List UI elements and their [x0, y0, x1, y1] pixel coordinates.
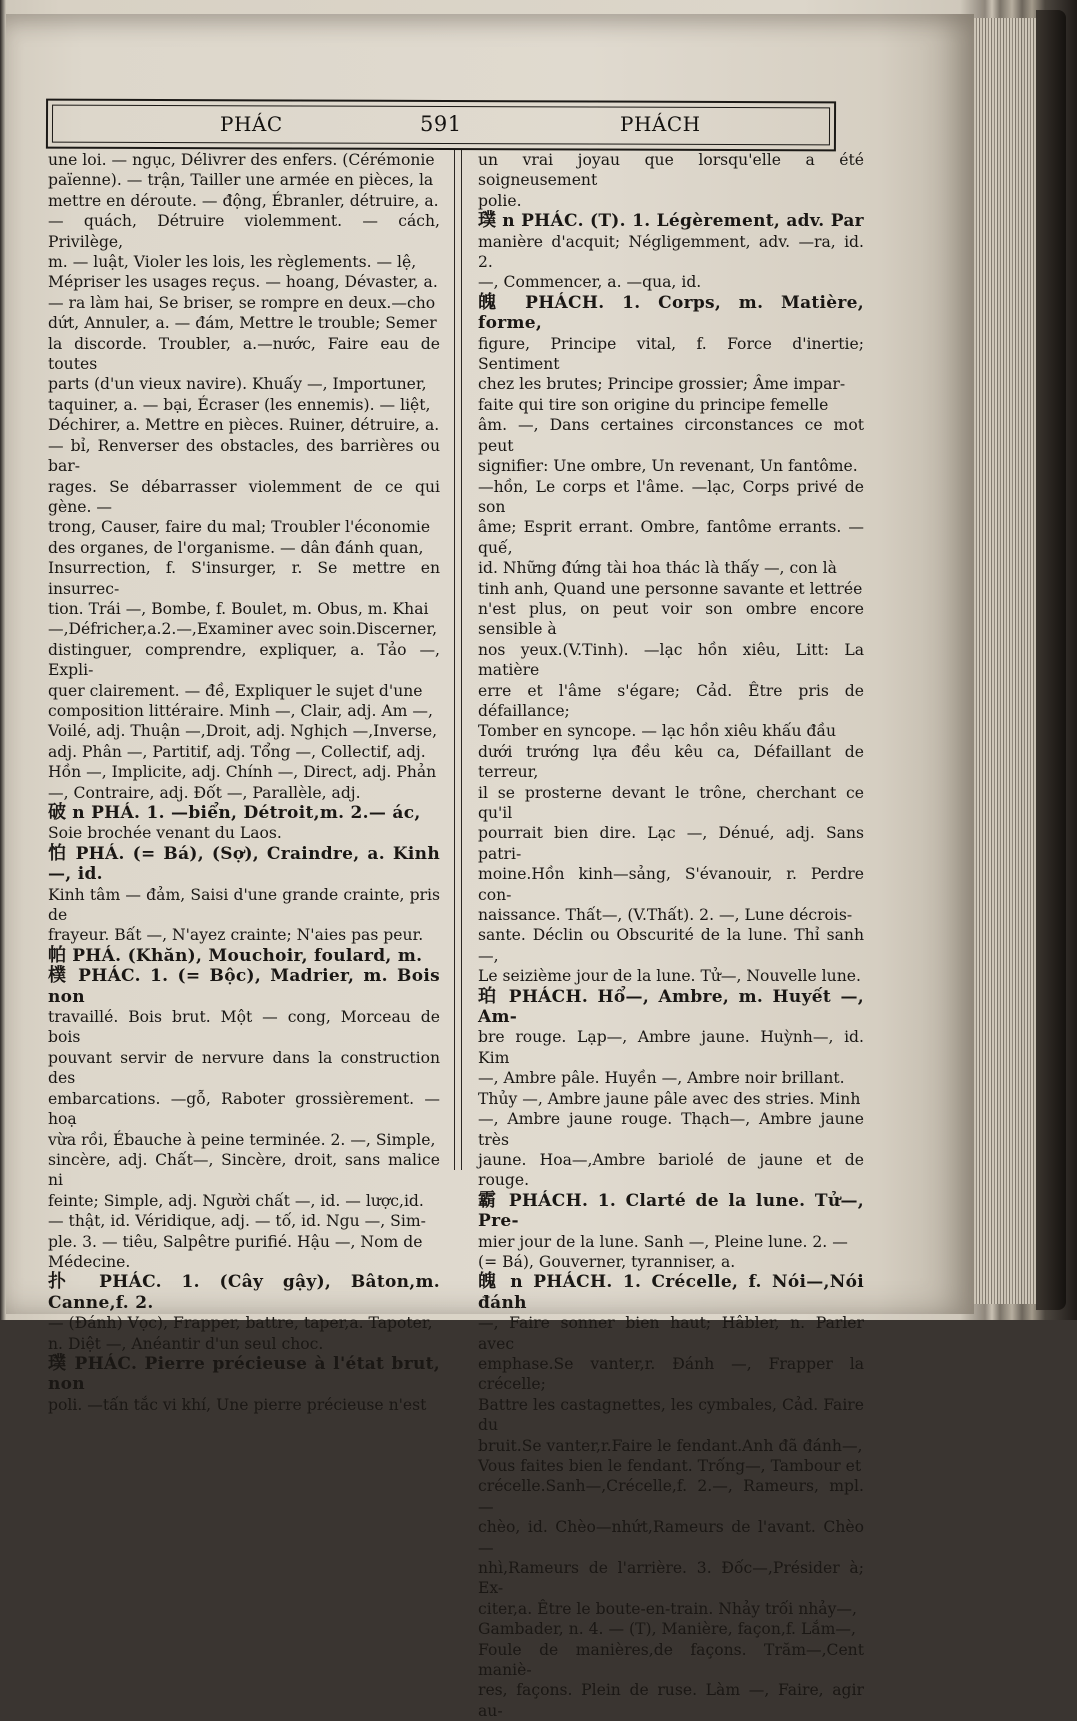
- text-line: trong, Causer, faire du mal; Troubler l'économie: [48, 518, 431, 537]
- text-line: Foule de manières,de façons. Trăm—,Cent maniè-: [478, 1640, 864, 1680]
- text-line: dứt, Annuler, a. — đám, Mettre le trouble; Semer: [48, 314, 437, 333]
- text-line: moine.Hồn kinh—sảng, S'évanouir, r. Perdre con-: [478, 865, 864, 904]
- dictionary-entry: [48, 946, 440, 966]
- dictionary-entry: [48, 966, 440, 1272]
- text-line: polie.: [478, 191, 522, 210]
- text-line: Vous faites bien le fendant. Trống—, Tambour et: [478, 1457, 862, 1475]
- dictionary-entry: [48, 803, 440, 844]
- text-line: crécelle.Sanh—,Crécelle,f. 2.—, Rameurs, mpl. —: [478, 1477, 864, 1516]
- headword-text: PHÁC. 1. (= Bộc), Madrier, m. Bois non: [48, 966, 440, 1007]
- entry-headline: [48, 946, 440, 966]
- text-line: manière d'acquit; Négligemment, adv. —ra, id. 2.: [478, 232, 864, 272]
- page-number: 591: [420, 112, 462, 136]
- text-line: —, Faire sonner bien haut; Hâbler, n. Parler avec: [478, 1314, 864, 1353]
- text-line: Thủy —, Ambre jaune pâle avec des stries. Minh: [478, 1089, 861, 1108]
- text-line: païenne). — trận, Tailler une armée en pièces, la: [48, 171, 434, 190]
- headword-text: PHÁCH. 1. Clarté de la lune. Tử—, Pre-: [478, 1190, 864, 1232]
- text-line: —,Défricher,a.2.—,Examiner avec soin.Discerner,: [48, 620, 438, 639]
- chinese-character: 樸: [48, 965, 69, 987]
- header-right-word: PHÁCH: [620, 112, 701, 136]
- chinese-character: 魄: [478, 1271, 501, 1293]
- text-line: quer clairement. — đề, Expliquer le sujet d'une: [48, 681, 423, 700]
- text-line: Insurrection, f. S'insurger, r. Se mettre en insurrec-: [48, 559, 440, 598]
- text-line: res, façons. Plein de ruse. Làm —, Faire, agir au-: [478, 1681, 864, 1720]
- entry-headline: [478, 987, 864, 1028]
- text-line: signifier: Une ombre, Un revenant, Un fantôme.: [478, 457, 858, 476]
- dictionary-entry: [478, 211, 864, 293]
- text-line: erre et l'âme s'égare; Cảd. Être pris de défaillance;: [478, 681, 864, 720]
- text-line: —, Ambre pâle. Huyền —, Ambre noir brillant.: [478, 1069, 845, 1088]
- text-line: —, Commencer, a. —qua, id.: [478, 273, 702, 292]
- dictionary-entry: [478, 293, 864, 987]
- text-line: embarcations. —gỗ, Raboter grossièrement. —hoạ: [48, 1089, 440, 1129]
- text-line: —hồn, Le corps et l'âme. —lạc, Corps privé de son: [478, 477, 864, 516]
- text-line: chèo, id. Chèo—nhứt,Rameurs de l'avant. Chèo —: [478, 1518, 864, 1557]
- chinese-character: 璞: [478, 210, 496, 232]
- text-line: adj. Phân —, Partitif, adj. Tổng —, Collectif, adj.: [48, 742, 426, 761]
- text-line: m. — luật, Violer les lois, les règlements. — lệ,: [48, 253, 417, 272]
- text-line: naissance. Thất—, (V.Thất). 2. —, Lune décrois-: [478, 906, 853, 925]
- dictionary-entry: [478, 1272, 864, 1721]
- dictionary-entry: [478, 1191, 864, 1273]
- continuation-text: [478, 150, 864, 211]
- text-line: jaune. Hoa—,Ambre bariolé de jaune et de rouge.: [478, 1150, 864, 1190]
- text-line: composition littéraire. Minh —, Clair, adj. Am —,: [48, 701, 433, 720]
- entry-headline: [478, 293, 864, 334]
- text-line: chez les brutes; Principe grossier; Âme impar-: [478, 375, 846, 394]
- text-line: Médecine.: [48, 1252, 131, 1271]
- page-edges: [974, 18, 1036, 1304]
- chinese-character: 珀: [478, 985, 500, 1007]
- text-line: pouvant servir de nervure dans la construction des: [48, 1048, 440, 1088]
- entry-headline: [48, 1272, 440, 1313]
- headword-text: PHÁCH. Hổ—, Ambre, m. Huyết —, Am-: [478, 986, 865, 1028]
- text-line: sincère, adj. Chất—, Sincère, droit, sans malice ni: [48, 1150, 440, 1190]
- text-line: feinte; Simple, adj. Người chất —, id. — lược,id.: [48, 1191, 424, 1210]
- text-line: Kinh tâm — đảm, Saisi d'une grande crainte, pris de: [48, 885, 440, 925]
- text-line: —, Ambre jaune rouge. Thạch—, Ambre jaune très: [478, 1110, 864, 1149]
- text-line: citer,a. Être le boute-en-train. Nhảy trối nhảy—,: [478, 1599, 857, 1618]
- text-line: n. Diệt —, Anéantir d'un seul choc.: [48, 1334, 324, 1353]
- entry-headline: [48, 1354, 440, 1395]
- text-line: Battre les castagnettes, les cymbales, Cảd. Faire du: [478, 1395, 864, 1435]
- text-line: tinh anh, Quand une personne savante et lettrée: [478, 579, 863, 598]
- text-line: tion. Trái —, Bombe, f. Boulet, m. Obus, m. Khai: [48, 599, 429, 618]
- entry-headline: [48, 966, 440, 1007]
- text-line: des organes, de l'organisme. — dân đánh quan,: [48, 538, 424, 557]
- text-line: — bỉ, Renverser des obstacles, des barrières ou bar-: [48, 436, 440, 476]
- text-line: un vrai joyau que lorsqu'elle a été soigneusement: [478, 151, 864, 190]
- chinese-character: 帕: [48, 944, 66, 966]
- text-line: âme; Esprit errant. Ombre, fantôme errants. —quế,: [478, 518, 864, 557]
- dictionary-entry: [48, 844, 440, 946]
- dictionary-entry: [478, 987, 864, 1191]
- text-line: id. Những đứng tài hoa thác là thấy —, con là: [478, 559, 837, 578]
- headword-text: PHÁ. (Khăn), Mouchoir, foulard, m.: [66, 945, 423, 966]
- text-line: taquiner, a. — bại, Écraser (les ennemis). — liệt,: [48, 395, 431, 414]
- left-column: [48, 150, 440, 1415]
- entry-headline: [478, 1272, 864, 1313]
- text-line: parts (d'un vieux navire). Khuấy —, Importuner,: [48, 375, 427, 394]
- text-line: sante. Déclin ou Obscurité de la lune. Thỉ sanh —,: [478, 926, 864, 965]
- headword-text: n PHÁ. 1. —biển, Détroit,m. 2.— ác,: [66, 803, 421, 823]
- headword-text: PHÁCH. 1. Corps, m. Matière, forme,: [478, 292, 865, 334]
- text-line: ple. 3. — tiêu, Salpêtre purifié. Hậu —, Nom de: [48, 1232, 423, 1251]
- text-line: faite qui tire son origine du principe femelle: [478, 395, 829, 414]
- text-line: — thật, id. Véridique, adj. — tố, id. Ngu —, Sim-: [48, 1212, 426, 1231]
- headword-text: PHÁ. (= Bá), (Sợ), Craindre, a. Kinh —, id.: [48, 843, 440, 885]
- dictionary-entry: [48, 1354, 440, 1415]
- entry-headline: [48, 803, 440, 823]
- text-line: — (Đánh) Vọc), Frapper, battre, taper,a. Tapoter,: [48, 1314, 433, 1333]
- text-line: nhì,Rameurs de l'arrière. 3. Đốc—,Présider à; Ex-: [478, 1559, 864, 1598]
- text-line: dưới trướng lựa đều kêu ca, Défaillant de terreur,: [478, 742, 864, 782]
- headword-text: n PHÁCH. 1. Crécelle, f. Nói—,Nói đánh: [478, 1272, 865, 1313]
- continuation-text: [48, 150, 440, 803]
- text-line: — quách, Détruire violemment. — cách, Privilège,: [48, 212, 440, 251]
- text-line: il se prosterne devant le trône, cherchant ce qu'il: [478, 783, 864, 822]
- text-line: âm. —, Dans certaines circonstances ce mot peut: [478, 416, 864, 455]
- text-line: Soie brochée venant du Laos.: [48, 824, 282, 843]
- text-line: Gambader, n. 4. — (T), Manière, façon,f. Lắm—,: [478, 1620, 856, 1639]
- text-line: pourrait bien dire. Lạc —, Dénué, adj. Sans patri-: [478, 824, 864, 863]
- text-line: bre rouge. Lạp—, Ambre jaune. Huỳnh—, id. Kim: [478, 1028, 864, 1067]
- text-line: Le seizième jour de la lune. Tử—, Nouvelle lune.: [478, 967, 861, 986]
- dictionary-entry: [48, 1272, 440, 1354]
- text-line: la discorde. Troubler, a.—nước, Faire eau de toutes: [48, 334, 440, 374]
- chinese-character: 璞: [48, 1352, 68, 1374]
- entry-headline: [478, 1191, 864, 1232]
- text-line: n'est plus, on peut voir son ombre encore sensible à: [478, 599, 864, 639]
- text-line: —, Contraire, adj. Đốt —, Parallèle, adj.: [48, 783, 361, 802]
- headword-text: PHÁC. 1. (Cây gậy), Bâton,m. Canne,f. 2.: [48, 1272, 440, 1313]
- text-line: mettre en déroute. — động, Ébranler, détruire, a.: [48, 191, 439, 210]
- text-line: rages. Se débarrasser violemment de ce qui gène. —: [48, 477, 440, 516]
- text-line: travaillé. Bois brut. Một — cong, Morceau de bois: [48, 1008, 440, 1047]
- chinese-character: 霸: [478, 1189, 500, 1211]
- text-line: bruit.Se vanter,r.Faire le fendant.Anh đã đánh—,: [478, 1436, 863, 1455]
- text-line: — ra làm hai, Se briser, se rompre en deux.—cho: [48, 293, 436, 312]
- header-left-word: PHÁC: [220, 112, 283, 136]
- text-line: (= Bá), Gouverner, tyranniser, a.: [478, 1252, 736, 1271]
- book-cover-edge: [1036, 10, 1066, 1310]
- chinese-character: 怕: [48, 842, 68, 864]
- text-line: poli. —tấn tắc vi khí, Une pierre précieuse n'est: [48, 1395, 427, 1414]
- text-line: Hồn —, Implicite, adj. Chính —, Direct, adj. Phản: [48, 763, 437, 782]
- text-line: Déchirer, a. Mettre en pièces. Ruiner, détruire, a.: [48, 416, 440, 435]
- text-line: Tomber en syncope. — lạc hồn xiêu khấu đầu: [478, 722, 837, 741]
- chinese-character: 魄: [478, 291, 508, 313]
- text-line: distinguer, comprendre, expliquer, a. Tảo —, Expli-: [48, 640, 440, 680]
- text-line: figure, Principe vital, f. Force d'inertie; Sentiment: [478, 334, 864, 374]
- text-line: emphase.Se vanter,r. Đánh —, Frapper la crécelle;: [478, 1354, 864, 1394]
- headword-text: n PHÁC. (T). 1. Légèrement, adv. Par: [496, 211, 864, 232]
- entry-headline: [48, 844, 440, 885]
- text-line: Mépriser les usages reçus. — hoang, Dévaster, a.: [48, 273, 438, 292]
- headword-text: PHÁC. Pierre précieuse à l'état brut, non: [48, 1353, 441, 1395]
- entry-headline: [478, 211, 864, 231]
- text-line: Voilé, adj. Thuận —,Droit, adj. Nghịch —,Inverse,: [48, 722, 438, 741]
- text-line: nos yeux.(V.Tinh). —lạc hồn xiêu, Litt: La matière: [478, 640, 864, 680]
- text-line: mier jour de la lune. Sanh —, Pleine lune. 2. —: [478, 1232, 848, 1251]
- text-line: vừa rồi, Ébauche à peine terminée. 2. —, Simple,: [48, 1130, 436, 1149]
- chinese-character: 扑: [48, 1271, 80, 1293]
- text-line: une loi. — ngục, Délivrer des enfers. (Cérémonie: [48, 151, 435, 169]
- column-divider: [454, 150, 462, 1170]
- right-column: [478, 150, 864, 1721]
- text-line: frayeur. Bất —, N'ayez crainte; N'aies pas peur.: [48, 926, 424, 945]
- chinese-character: 破: [48, 802, 66, 823]
